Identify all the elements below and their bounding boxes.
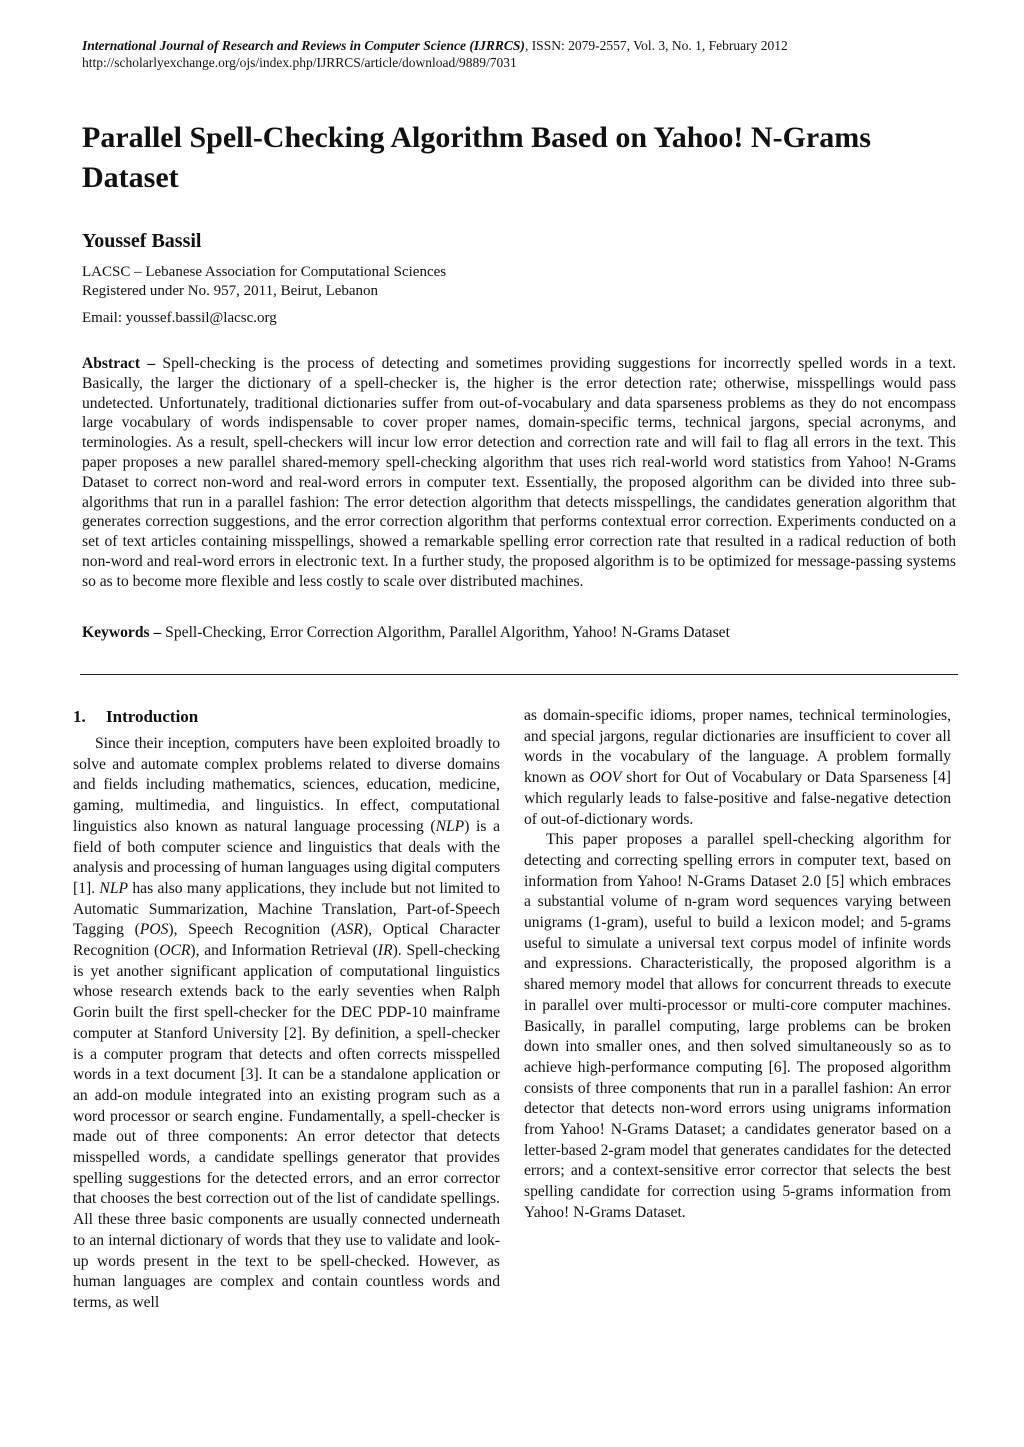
section-heading-introduction xyxy=(73,706,500,728)
section-number: 1. xyxy=(73,707,86,726)
abstract xyxy=(82,354,956,592)
author-email: Email: youssef.bassil@lacsc.org xyxy=(82,310,277,326)
text-run: ), Speech Recognition ( xyxy=(168,921,337,939)
intro-paragraph-2: This paper proposes a parallel spell-checking algorithm for detecting and correcting spelling errors in computer text, based on information from Yahoo! N-Grams Dataset 2.0 [5] which embraces a substantial volume of n-gram word sequences varying between unigrams (1-gram), useful to build a lexicon model; and 5-grams useful to simulate a universal text corpus model of infinite words and expressions. Characteristically, the proposed algorithm is a shared memory model that allows for concurrent threads to execute in parallel over multi-processor or multi-core computer machines. Basically, in parallel computing, large problems can be broken down into smaller ones, and then solved simultaneously so as to achieve high-performance computing [6]. The proposed algorithm consists of three components that run in a parallel fashion: An error detector that detects non-word errors using unigrams information from Yahoo! N-Grams Dataset; a candidates generator based on a letter-based 2-gram model that generates candidates for the detected errors; and a context-sensitive error corrector that selects the best spelling candidate for correction using 5-grams information from Yahoo! N-Grams Dataset. xyxy=(524,831,951,1221)
acronym-asr: ASR xyxy=(336,921,363,939)
right-column xyxy=(524,706,951,1224)
journal-citation-line xyxy=(82,37,962,54)
affiliation-line-2: Registered under No. 957, 2011, Beirut, Lebanon xyxy=(82,283,379,299)
acronym-nlp: NLP xyxy=(99,879,129,897)
acronym-nlp: NLP xyxy=(435,817,465,835)
abstract-text: Spell-checking is the process of detecting and sometimes providing suggestions for incorrectly spelled words in a text. Basically, the larger the dictionary of a spell-checker is, the higher is the error detection rate; otherwise, misspellings would pass undetected. Unfortunately, traditional dictionaries suffer from out-of-vocabulary and data sparseness problems as they do not encompass large vocabulary of words indispensable to cover proper names, domain-specific terms, technical jargons, special acronyms, and terminologies. As a result, spell-checkers will incur low error detection and correction rate and will fail to flag all errors in the text. This paper proposes a new parallel shared-memory spell-checking algorithm that uses rich real-world word statistics from Yahoo! N-Grams Dataset to correct non-word and real-word errors in computer text. Essentially, the proposed algorithm can be divided into three sub-algorithms that run in a parallel fashion: The error detection algorithm that detects misspellings, the candidates generation algorithm that generates correction suggestions, and the error correction algorithm that performs contextual error correction. Experiments conducted on a set of text articles containing misspellings, showed a remarkable spelling error correction rate that resulted in a radical reduction of both non-word and real-word errors in electronic text. In a further study, the proposed algorithm is to be optimized for message-passing systems so as to become more flexible and less costly to scale over distributed machines. xyxy=(82,355,956,590)
acronym-oov: OOV xyxy=(589,769,622,787)
text-run: Since their inception, computers have been exploited broadly to solve and automate complex problems related to diverse domains and fields including mathematics, sciences, education, medicine, gaming, multimedia, and linguistics. In effect, computational linguistics also known as natural language processing ( xyxy=(73,735,500,835)
abstract-label: Abstract – xyxy=(82,355,156,372)
text-run: ), Optical Character Recognition ( xyxy=(73,921,501,960)
acronym-ir: IR xyxy=(377,942,393,960)
keywords-text: Spell-Checking, Error Correction Algorithm, Parallel Algorithm, Yahoo! N-Grams Dataset xyxy=(165,624,730,641)
text-run: short for Out of Vocabulary or Data Sparseness [4] which regularly leads to false-positive and false-negative detection of out-of-dictionary words. xyxy=(524,769,951,828)
affiliation-line-1: LACSC – Lebanese Association for Computational Sciences xyxy=(82,264,447,280)
text-run: as domain-specific idioms, proper names, technical terminologies, and special jargons, regular dictionaries are insufficient to cover all words in the vocabulary of the language. A problem formally known as xyxy=(524,707,951,787)
text-run: has also many applications, they include but not limited to Automatic Summarization, Machine Translation, Part-of-Speech Tagging ( xyxy=(73,879,501,939)
section-divider xyxy=(80,674,958,675)
acronym-pos: POS xyxy=(139,921,169,939)
text-run: ), and Information Retrieval ( xyxy=(190,942,378,960)
author-affiliation xyxy=(82,263,446,301)
intro-paragraph-1-continued xyxy=(524,706,951,830)
text-run: ) is a field of both computer science and linguistics that deals with the analysis and processing of human languages using digital computers [1]. xyxy=(73,817,501,897)
section-title: Introduction xyxy=(106,707,199,726)
paper-title: Parallel Spell-Checking Algorithm Based on Yahoo! N-Grams Dataset xyxy=(82,121,871,194)
keywords-label: Keywords – xyxy=(82,624,162,641)
author-name: Youssef Bassil xyxy=(82,230,202,252)
keywords xyxy=(82,623,956,643)
journal-details: , ISSN: 2079-2557, Vol. 3, No. 1, February 2012 xyxy=(524,38,788,53)
text-run: ). Spell-checking is yet another significant application of computational linguistics whose research extends back to the early seventies when Ralph Gorin built the first spell-checker for the DEC PDP-10 mainframe computer at Stanford University [2]. By definition, a spell-checker is a computer program that detects and often corrects misspelled words in a text document [3]. It can be a standalone application or an add-on module integrated into an existing program such as a word processor or search engine. Fundamentally, a spell-checker is made out of three components: An error detector that detects misspelled words, a candidate spellings generator that provides spelling suggestions for the detected errors, and an error corrector that chooses the best correction out of the list of candidate spellings. All these three basic components are usually connected underneath to an internal dictionary of words that they use to validate and look-up words present in the text to be spell-checked. However, as human languages are complex and contain countless words and terms, as well xyxy=(73,942,500,1311)
journal-header xyxy=(82,37,962,71)
left-column xyxy=(73,706,500,1314)
article-url: http://scholarlyexchange.org/ojs/index.php/IJRRCS/article/download/9889/7031 xyxy=(82,55,517,70)
journal-name: International Journal of Research and Reviews in Computer Science (IJRRCS) xyxy=(82,38,525,53)
acronym-ocr: OCR xyxy=(159,942,191,960)
intro-paragraph-1 xyxy=(73,734,500,1314)
